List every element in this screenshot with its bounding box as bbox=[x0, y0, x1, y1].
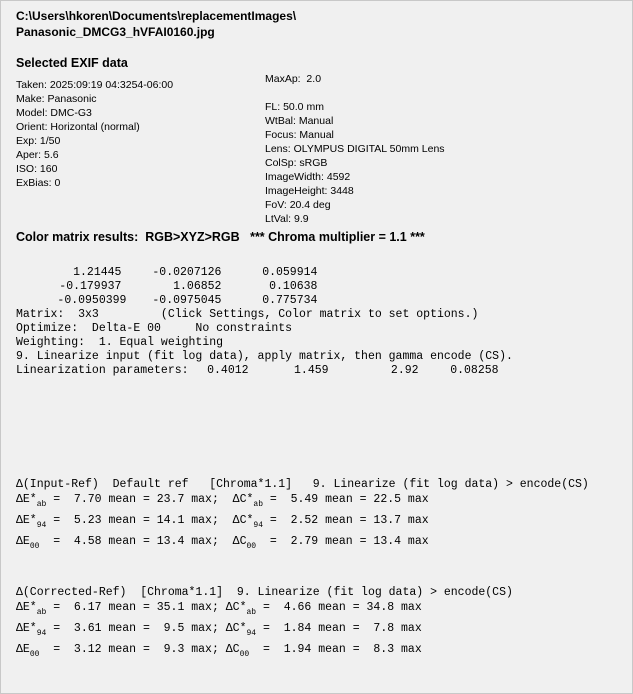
exif-taken: Taken: 2025:09:19 04:3254-06:00 bbox=[16, 79, 174, 91]
exif-iso: ISO: 160 bbox=[16, 163, 58, 175]
matrix-cell: 0.10638 bbox=[269, 280, 318, 293]
lin-param: 1.459 bbox=[294, 364, 329, 377]
delta-c-subscript: ab bbox=[246, 608, 257, 617]
delta-c-label: ΔC bbox=[232, 535, 247, 548]
exif-lens: Lens: OLYMPUS DIGITAL 50mm Lens bbox=[265, 143, 445, 155]
delta-e-label: ΔE* bbox=[16, 514, 37, 527]
delta-e-values: = 3.61 mean = 9.5 max; bbox=[46, 622, 219, 635]
delta-e-values: = 4.58 mean = 13.4 max; bbox=[39, 535, 219, 548]
exif-right-column bbox=[265, 100, 445, 226]
matrix-cell: -0.0975045 bbox=[152, 294, 222, 307]
matrix-cell: 1.21445 bbox=[73, 266, 122, 279]
file-path-line1: C:\Users\hkoren\Documents\replacementImages\ bbox=[16, 9, 297, 23]
exif-white-balance: WtBal: Manual bbox=[265, 115, 334, 127]
file-path-line2: Panasonic_DMCG3_hVFAI0160.jpg bbox=[16, 25, 215, 39]
exif-maxap: MaxAp: 2.0 bbox=[265, 73, 322, 85]
matrix-cell: 0.059914 bbox=[262, 266, 318, 279]
delta-e-subscript: 94 bbox=[36, 521, 47, 530]
delta-c-values: = 2.52 mean = 13.7 max bbox=[263, 514, 429, 527]
input-ref-row-00 bbox=[16, 535, 429, 549]
color-matrix-title: Color matrix results: RGB>XYZ>RGB *** Chroma multiplier = 1.1 *** bbox=[16, 230, 425, 244]
input-ref-row-94 bbox=[16, 514, 429, 528]
exif-exposure: Exp: 1/50 bbox=[16, 135, 61, 147]
lin-param: 0.4012 bbox=[207, 364, 249, 377]
delta-c-values: = 1.94 mean = 8.3 max bbox=[249, 643, 422, 656]
delta-c-label: ΔC* bbox=[232, 493, 254, 506]
delta-c-subscript: 94 bbox=[253, 521, 263, 530]
delta-e-label: ΔE* bbox=[16, 622, 37, 635]
weighting-line: Weighting: 1. Equal weighting bbox=[16, 336, 224, 349]
exif-focal-length: FL: 50.0 mm bbox=[265, 101, 324, 113]
delta-c-subscript: 00 bbox=[246, 542, 257, 551]
delta-e-values: = 6.17 mean = 35.1 max; bbox=[46, 601, 219, 614]
delta-e-values: = 3.12 mean = 9.3 max; bbox=[39, 643, 219, 656]
delta-e-values: = 7.70 mean = 23.7 max; bbox=[46, 493, 219, 506]
delta-e-subscript: 94 bbox=[36, 629, 47, 638]
delta-c-values: = 5.49 mean = 22.5 max bbox=[263, 493, 429, 506]
corrected-ref-row-94 bbox=[16, 622, 422, 636]
matrix-cell: -0.179937 bbox=[59, 280, 122, 293]
delta-e-label: ΔE* bbox=[16, 493, 37, 506]
delta-c-values: = 4.66 mean = 34.8 max bbox=[256, 601, 422, 614]
matrix-size-line: Matrix: 3x3 (Click Settings, Color matrix to set options.) bbox=[16, 308, 479, 321]
corrected-ref-row-ab bbox=[16, 601, 422, 615]
delta-c-values: = 1.84 mean = 7.8 max bbox=[256, 622, 422, 635]
delta-e-subscript: ab bbox=[36, 500, 47, 509]
delta-c-subscript: ab bbox=[253, 500, 263, 509]
corrected-ref-row-00 bbox=[16, 643, 422, 657]
linearize-line: 9. Linearize input (fit log data), apply matrix, then gamma encode (CS). bbox=[16, 350, 513, 363]
matrix-cell: -0.0207126 bbox=[152, 266, 222, 279]
delta-c-subscript: 94 bbox=[246, 629, 257, 638]
delta-c-label: ΔC* bbox=[225, 622, 247, 635]
exif-orient: Orient: Horizontal (normal) bbox=[16, 121, 140, 133]
delta-e-label: ΔE bbox=[16, 643, 30, 656]
lin-param: 2.92 bbox=[390, 364, 419, 377]
exif-focus: Focus: Manual bbox=[265, 129, 334, 141]
exif-model: Model: DMC-G3 bbox=[16, 107, 92, 119]
delta-e-subscript: 00 bbox=[29, 650, 40, 659]
optimize-line: Optimize: Delta-E 00 No constraints bbox=[16, 322, 293, 335]
delta-e-label: ΔE* bbox=[16, 601, 37, 614]
input-ref-header: Δ(Input-Ref) Default ref [Chroma*1.1] 9. Linearize (fit log data) > encode(CS) bbox=[16, 478, 589, 491]
delta-c-label: ΔC* bbox=[232, 514, 254, 527]
delta-c-label: ΔC* bbox=[225, 601, 247, 614]
matrix-cell: -0.0950399 bbox=[57, 294, 127, 307]
exif-exbias: ExBias: 0 bbox=[16, 177, 61, 189]
lin-param: 0.08258 bbox=[450, 364, 499, 377]
linearization-params-line bbox=[16, 364, 499, 378]
delta-e-values: = 5.23 mean = 14.1 max; bbox=[46, 514, 219, 527]
exif-title: Selected EXIF data bbox=[16, 56, 128, 70]
input-ref-row-ab bbox=[16, 493, 429, 507]
linearization-label: Linearization parameters: bbox=[16, 364, 189, 377]
matrix-cell: 0.775734 bbox=[262, 294, 318, 307]
delta-e-subscript: ab bbox=[36, 608, 47, 617]
exif-fov: FoV: 20.4 deg bbox=[265, 199, 331, 211]
exif-aperture: Aper: 5.6 bbox=[16, 149, 59, 161]
exif-image-width: ImageWidth: 4592 bbox=[265, 171, 351, 183]
delta-e-label: ΔE bbox=[16, 535, 30, 548]
matrix-cell: 1.06852 bbox=[173, 280, 222, 293]
delta-c-subscript: 00 bbox=[239, 650, 250, 659]
exif-light-value: LtVal: 9.9 bbox=[265, 213, 309, 225]
corrected-ref-header: Δ(Corrected-Ref) [Chroma*1.1] 9. Linearize (fit log data) > encode(CS) bbox=[16, 586, 513, 599]
delta-c-values: = 2.79 mean = 13.4 max bbox=[256, 535, 429, 548]
delta-e-subscript: 00 bbox=[29, 542, 40, 551]
exif-image-height: ImageHeight: 3448 bbox=[265, 185, 354, 197]
exif-left-column bbox=[16, 78, 173, 190]
exif-color-space: ColSp: sRGB bbox=[265, 157, 328, 169]
exif-make: Make: Panasonic bbox=[16, 93, 97, 105]
delta-c-label: ΔC bbox=[225, 643, 240, 656]
